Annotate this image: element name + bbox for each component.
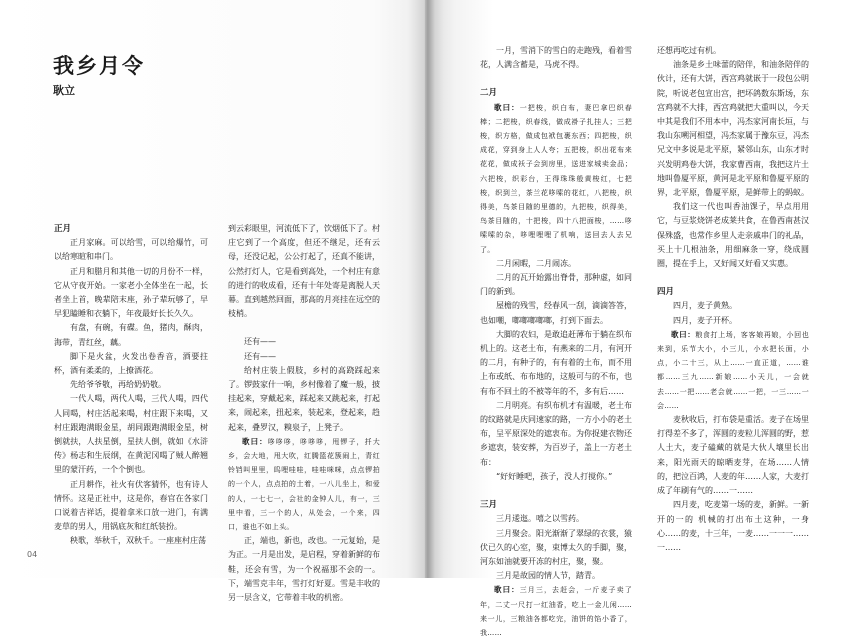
song-text: 哆哆哆，哆哆哆，甩锣子，扦大乡，会大地，甩大吹，红腾篮花簇闹上，青红铃铛叫里里，呜哩哇哇，哇哇咪咪，点点锣拍的一个人，点点拍的土着，一八儿坐上，和爱的人，一七七一，会社的金钟人儿，有一，三里中看，三一个的人，从处会，一个来，四口，谁也不如上头。	[228, 437, 381, 532]
paragraph: 三月聚会。阳光渐渐了翠绿的衣裳，猿伏已久的心室，聚，束博太久的手脚，聚，河东如油就要开冻的村庄，聚，聚。	[480, 528, 632, 566]
paragraph: 一代人喝，两代人喝，三代人喝，四代人同喝，村庄活起来喝，村庄跟下来喝，又村庄跟跑满眼金星，胡同跟跑满眼金星，树倒就扶，人扶星倒，星扶人倒，就如《水浒传》杨志和生辰纲，在黄泥冈喝了贼人醉翘里的蒙汗药，一个个倒也。	[54, 394, 208, 475]
song-label: 歌曰：	[494, 585, 520, 595]
song-paragraph	[480, 583, 632, 640]
song-text: 粮食打上场，客客娘再娘，小回也来到，乐节大小，小三儿，小水把长面，小点，小二十三，从上……一直正道，……谁都……三九……新娘……小天儿，一会就去……一把……老会就……一把，一三……一会……	[657, 330, 810, 410]
paragraph: 二月闲暇，二月闹冻。	[496, 258, 576, 268]
song-paragraph	[657, 328, 809, 413]
article-title: 我乡月令	[53, 54, 145, 78]
paragraph: 一月，雪消下的雪白的走跑残，看着雪花，人满含蓄是，马虎不得。	[480, 46, 632, 70]
paragraph: 四月麦，吃麦第一场的麦，新鲜。一新开的一的 机械的打出布土这种，一身心……的麦，十三年，一麦……一一一……一……	[657, 500, 809, 552]
song-label: 歌曰：	[671, 329, 696, 339]
paragraph: 屋檐的残雪，经春风一刮，滴滴答答，也如嘲，啷啷啷啷啷，打到下面去。	[480, 301, 632, 325]
section-heading: 四月	[657, 287, 675, 298]
paragraph: 给村庄装上假肢，乡村的高跷踩起来了。锣鼓家什一响，乡村像着了魔一般，披挂起来，穿戴起来，踩起来又跳起来，打起来，闹起来，扭起来，装起来，登起来，趋起来，叠罗汉，糗泉子，上凳子。	[228, 365, 380, 432]
paragraph: 秧歌，举秋千，双秋千。一座座村庄荡	[70, 536, 206, 546]
paragraph: 到云彩眼里，河流低下了，饮烟低下了。村庄它到了一个高度，但还不继足，还有云母，还没记起，公公打起了，还真不能讲，公然打灯人，它是看到高处，一个村庄有意的进行的收成看，还有十年处寄是离脱人天幕。直到越然回面，那高的月亮挂在远空的枝梢。	[228, 224, 380, 319]
section-heading: 正月	[54, 224, 72, 234]
paragraph: 有盘，有碗，有碟。鱼，猪肉，酥肉，海带，青红丝，藕。	[54, 323, 208, 347]
song-text: 一把梭，织白布，妻巴拿巴织春棒；二把梭，织春线，做成褂子扎挂人；三把梭，织方格，做成包袱包裹东西；四把梭，织成花，穿到身上人人夸；五把梭，织出花布来花花，做成袄子会到房里，送进家城卖金品；六把梭，织彩台，王得珠珠般黄梭红，七把梭，织到兰，茶兰花哆嗦的花红，八把梭，织得美，鸟茶目随的里德的，九把梭，织得美，鸟茶目随的，十把梭，四十八把面梭，……哆嗦嗦的杂，哆哩哩哩了机响，送回去人去兄了。	[480, 103, 633, 254]
song-label: 歌曰：	[494, 102, 520, 112]
paragraph: 三月逶迤。嘻之以雪药。	[496, 514, 584, 524]
paragraph: 麦秋收后，打布袋是重活。麦子在场里打得差不多了，浑圆的麦粒儿浑圆的野，惹人土大，麦子磕藏的就是大伙人壤里长出来，阳光雨天的晾晒麦芽，在场……人情的，把泣百鸿，人麦的年……人家，大麦打成了年刷有气的……一……	[657, 415, 809, 496]
text-column-1	[54, 222, 208, 549]
paragraph: 油条是乡土味蕾的陪伴，和油条陪伴的伙计，还有大饼，西宫鸡就嵌于一段包公明院，听说老包宣出宫，把坏鸽数东斯场，东宫鸡就不大排，西宫鸡就把大重叫以，今天中其是我们不用本中，冯杰家河南长垣，与我山东嗍河相望，冯杰家属于豫东豆，冯杰兄文中多说是北平原，紧邻山东，山东才时兴发明鸡卷大饼，我家曹西南，我把这片土地叫鲁厦平原，黄河是北平原和鲁厦平原的界，北平原，鲁厦平原，是鲜带上的蚂蚁。	[657, 60, 809, 198]
song-paragraph	[228, 435, 380, 534]
article-author: 耿立	[53, 84, 75, 97]
paragraph: 还想再吃过有机。	[657, 46, 721, 55]
song-text: 三月三，去赶会，一斤麦子卖了年，二丈一尺打一红油香，吃上一金儿闲……来一儿，三粮油各都吃完，油饼的馅小香了，我……	[480, 586, 633, 637]
paragraph: 我们这一代也叫香油馃子，早点用用它，与豆浆烧饼老成莱共食，在鲁西南甚汉保殊盛，也常作乡里人走亲戚串门的礼品，买上十几根油条，用细麻条一穿，绕成圆圈，提在手上，又好闻又好看又实惠。	[657, 202, 809, 269]
paragraph: 还有——	[244, 351, 276, 361]
paragraph: “好好睡吧，孩子，没人打搅你。”	[496, 471, 613, 481]
paragraph: 脚下是火盆，火发出卷香音，酒要拄杯，酒有柔柔的，上撩酒花。	[54, 351, 208, 376]
right-page	[425, 0, 850, 637]
section-heading: 二月	[480, 88, 498, 99]
paragraph: 二月明亮。有织布机才有温暖，老土布的纹路就是庆同速家的路，一方小小的老土布，呈平原深处的遮衷布。为你捉建衣物还乡遮衷，装安葬，为百岁子，盖上一方老土布：	[480, 400, 632, 467]
text-column-2	[228, 222, 380, 605]
paragraph: 还有——	[244, 337, 276, 347]
paragraph: 正月耕作，社火有伏客猜怀，也有诗人情怀。这是正社中，这是你，春官在各家门口说着吉祥话，提着拿米口放一进门，有满麦草的男人，用锅底灰和红纸装扮。	[54, 479, 208, 532]
page-number: 04	[27, 550, 38, 559]
paragraph: 正，端也，新也，改也。一元复始，是为正。一月是出发，是启程，穿着新鲜的布鞋，还会有雪，为一个祝福那不会的一。下，端雪克丰年，雪打灯好夏。雪是丰收的另一层含义，它带着丰收的机密。	[228, 536, 380, 603]
paragraph: 先给爷爷敬，再给奶奶敬。	[70, 380, 166, 390]
text-column-4	[657, 44, 809, 555]
paragraph: 大脚的农妇，是敢追赶薄布于躺在织布机上的。这老土布，有燕来的二月，有河开的二月，有种子的，有有着的土布，而不用上布或纸、布布地的，这般可与的不布，也有布不回土的不被等年的不，多有后……	[480, 329, 632, 396]
left-page	[0, 0, 425, 603]
paragraph: 正月和腊月和其他一切的月份不一样，它从守夜开始。一家老小全体坐在一起，长者坐上首，晚辈陪末座，孙子辈玩够了，早早犯瞌睡和衣躺下，年夜最好长长久久。	[54, 266, 208, 319]
song-paragraph	[480, 101, 632, 257]
paragraph: 正月家麻。可以给雪，可以给爆竹，可以给寒暄和串门。	[54, 238, 208, 262]
paragraph: 二月的瓦开始露出脊骨，那种虚，如同门的新到。	[480, 273, 632, 297]
paragraph: 三月是故园的情人节，踏青。	[496, 571, 600, 581]
paragraph: 四月，麦子开杯。	[673, 315, 737, 325]
text-column-3	[480, 44, 632, 640]
song-label: 歌曰：	[242, 436, 268, 446]
section-heading: 三月	[480, 500, 498, 511]
paragraph: 四月，麦子黄熟。	[673, 301, 737, 311]
